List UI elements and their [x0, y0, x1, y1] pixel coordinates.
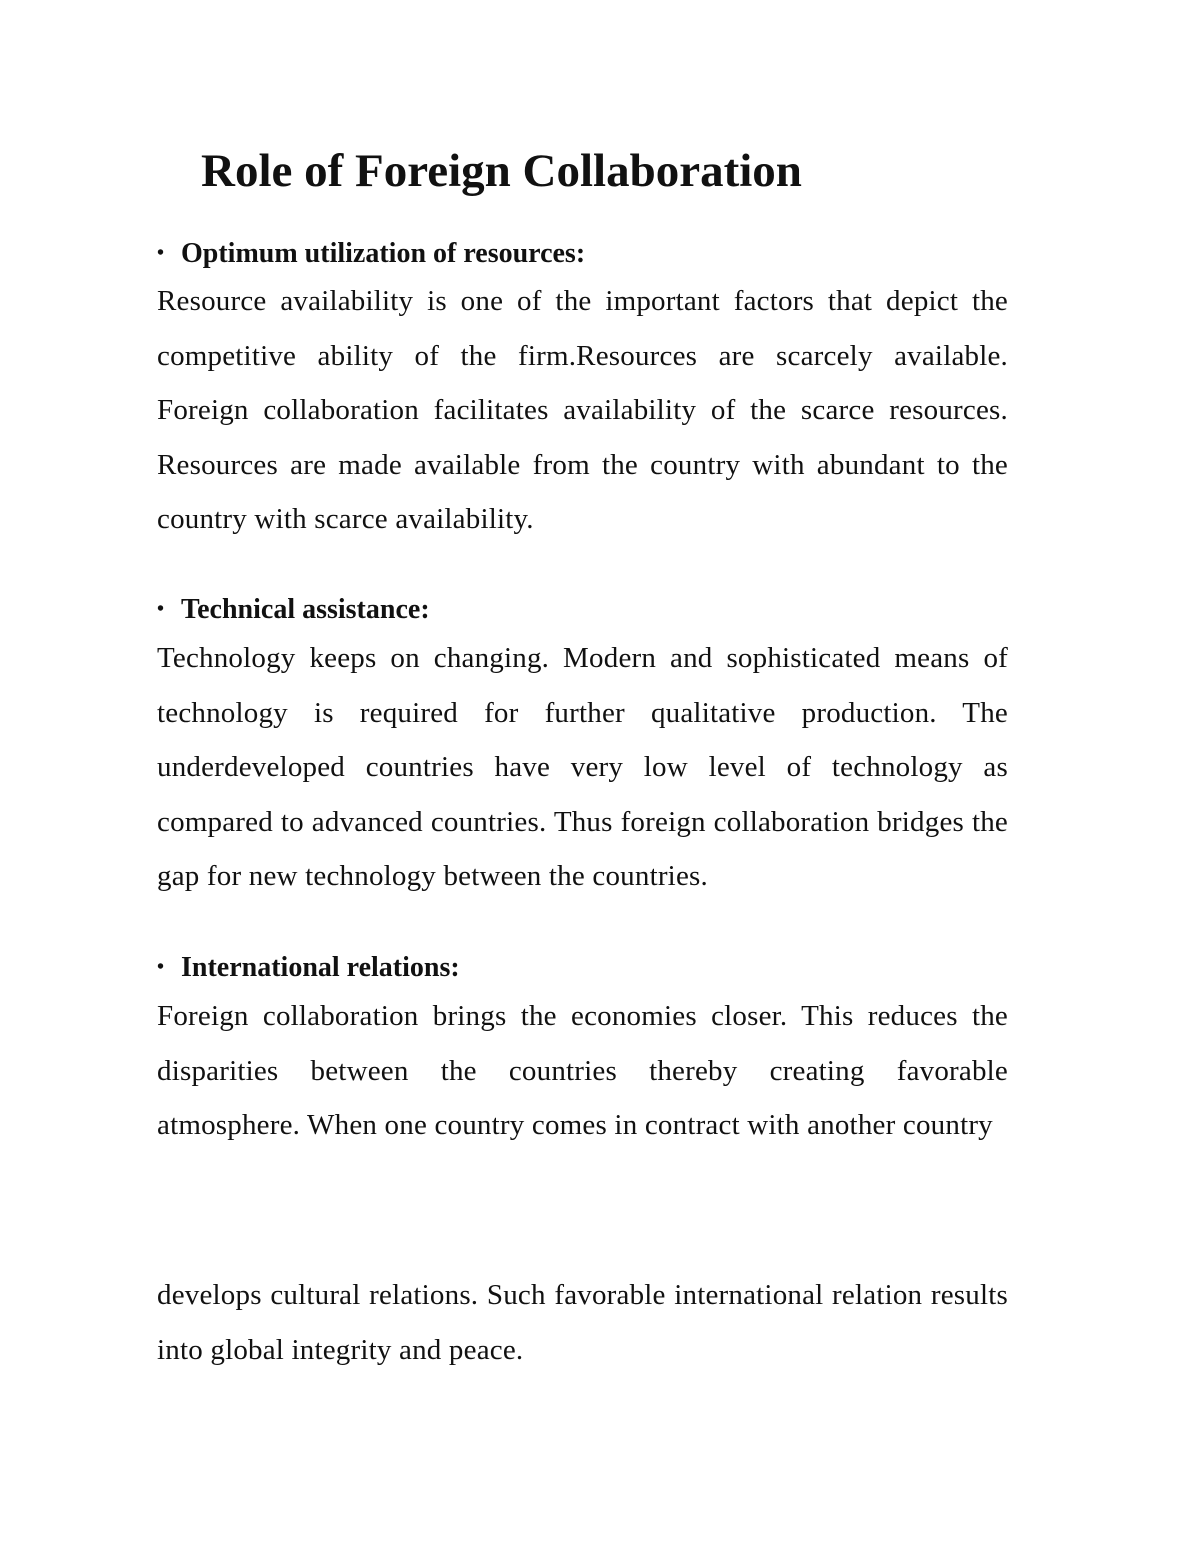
section-body-resources: Resource availability is one of the important factors that depict the competitive ability of the firm.Resources are scarcely available. Foreign collaboration facilitates availability of the scarce resources. Resources are made available from the country with abundant to the country with scarce availability. — [157, 285, 1008, 535]
page-title: Role of Foreign Collaboration — [201, 145, 802, 197]
section-heading-label: Technical assistance: — [181, 594, 430, 625]
section-heading-technical — [157, 591, 430, 628]
bullet-icon: • — [157, 956, 165, 978]
section-body-technical: Technology keeps on changing. Modern and sophisticated means of technology is required for further qualitative production. The underdeveloped countries have very low level of technology as compared to advanced countries. Thus foreign collaboration bridges the gap for new technology between the countries. — [157, 642, 1008, 892]
section-body-continuation: develops cultural relations. Such favorable international relation results into global integrity and peace. — [157, 1279, 1008, 1366]
bullet-icon: • — [157, 598, 165, 620]
bullet-icon: • — [157, 242, 165, 264]
section-heading-international — [157, 949, 460, 986]
section-heading-label: International relations: — [181, 952, 460, 983]
section-heading-resources — [157, 235, 585, 272]
section-body-international: Foreign collaboration brings the economies closer. This reduces the disparities between the countries thereby creating favorable atmosphere. When one country comes in contract with another country — [157, 1000, 1008, 1141]
section-heading-label: Optimum utilization of resources: — [181, 238, 586, 269]
